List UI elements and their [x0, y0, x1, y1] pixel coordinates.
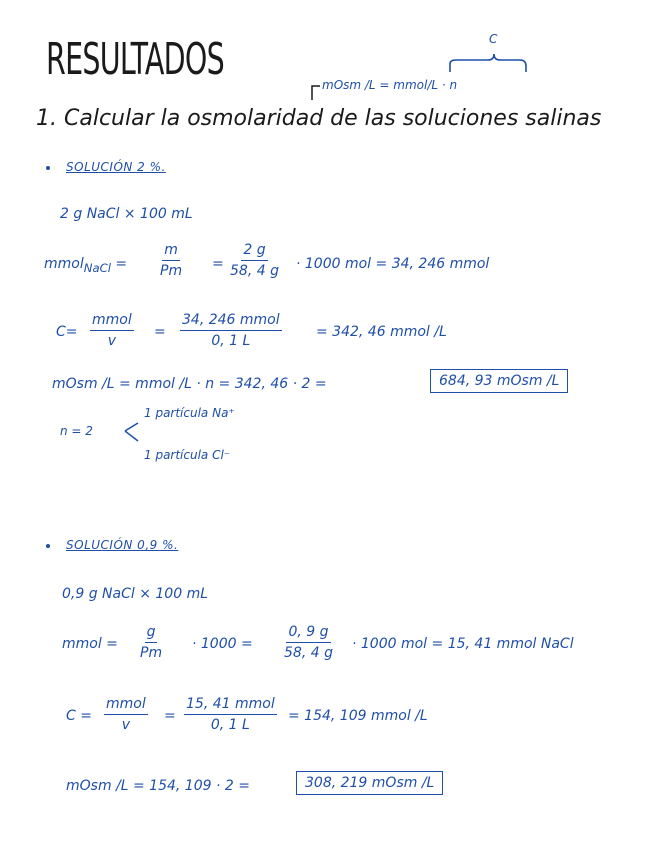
- frac-denominator: 58, 4 g: [230, 263, 279, 279]
- section1-c-result: = 342, 46 mmol /L: [316, 324, 447, 340]
- section2-osm-line: mOsm /L = 154, 109 · 2 =: [66, 778, 250, 794]
- section2-osm-result: 308, 219 mOsm /L: [296, 771, 443, 795]
- section2-frac1: [140, 624, 162, 661]
- section1-frac2: [230, 242, 279, 279]
- particle-cl: 1 partícula Cl⁻: [144, 448, 231, 462]
- section2-c-frac2: [184, 696, 277, 733]
- bullet-2: [46, 544, 50, 548]
- equals: =: [164, 708, 176, 724]
- section1-osm-line: mOsm /L = mmol /L · n = 342, 46 · 2 =: [52, 376, 327, 392]
- section2-frac2: [284, 624, 333, 661]
- frac-denominator: Pm: [140, 645, 163, 661]
- frac-numerator: mmol: [104, 696, 148, 715]
- frac-denominator: 0, 1 L: [210, 717, 250, 733]
- question-heading: 1. Calcular la osmolaridad de las soluciones salinas: [36, 106, 602, 131]
- section2-c-result: = 154, 109 mmol /L: [288, 708, 428, 724]
- frac-numerator: m: [162, 242, 180, 261]
- section2-heading: SOLUCIÓN 0,9 %.: [66, 538, 179, 552]
- frac-numerator: mmol: [90, 312, 134, 331]
- brace: [450, 54, 526, 72]
- section1-frac1: [160, 242, 182, 279]
- mmol-label: mmol: [44, 256, 84, 272]
- section1-line1: 2 g NaCl × 100 mL: [60, 206, 193, 222]
- frac-denominator: v: [107, 333, 117, 349]
- frac-denominator: 0, 1 L: [211, 333, 251, 349]
- section2-mid: · 1000 =: [192, 636, 253, 652]
- section1-c-frac2: [180, 312, 282, 349]
- n-label: n = 2: [60, 424, 93, 438]
- branch-arrows: [125, 423, 138, 441]
- section1-mmol-lhs: mmol$_{NaCl}$ =: [44, 256, 128, 275]
- bullet-1: [46, 166, 50, 170]
- section2-mmol-lhs: mmol =: [62, 636, 118, 652]
- frac-denominator: 58, 4 g: [284, 645, 333, 661]
- equals: =: [212, 256, 224, 272]
- frac-numerator: 15, 41 mmol: [184, 696, 277, 715]
- page-title: RESULTADOS: [46, 34, 224, 85]
- section2-mmol-tail: · 1000 mol = 15, 41 mmol NaCl: [352, 636, 574, 652]
- brace-label: C: [489, 32, 498, 46]
- section1-heading: SOLUCIÓN 2 %.: [66, 160, 166, 174]
- section1-mmol-tail: · 1000 mol = 34, 246 mmol: [296, 256, 490, 272]
- frac-denominator: v: [121, 717, 131, 733]
- frac-numerator: 34, 246 mmol: [180, 312, 282, 331]
- osmolarity-formula: mOsm /L = mmol/L · n: [322, 78, 458, 92]
- frac-numerator: 0, 9 g: [286, 624, 330, 643]
- frac-numerator: 2 g: [241, 242, 267, 261]
- section1-osm-result: 684, 93 mOsm /L: [430, 369, 568, 393]
- section2-c-lhs: C =: [66, 708, 92, 724]
- section1-c-lhs: C=: [56, 324, 78, 340]
- section2-c-frac1: [104, 696, 148, 733]
- particle-na: 1 partícula Na⁺: [144, 406, 235, 420]
- hook-arrow: [312, 86, 320, 100]
- frac-denominator: Pm: [160, 263, 183, 279]
- equals: =: [154, 324, 166, 340]
- section2-line1: 0,9 g NaCl × 100 mL: [62, 586, 209, 602]
- mmol-subscript: NaCl: [83, 260, 111, 275]
- section1-c-frac1: [90, 312, 134, 349]
- frac-numerator: g: [145, 624, 158, 643]
